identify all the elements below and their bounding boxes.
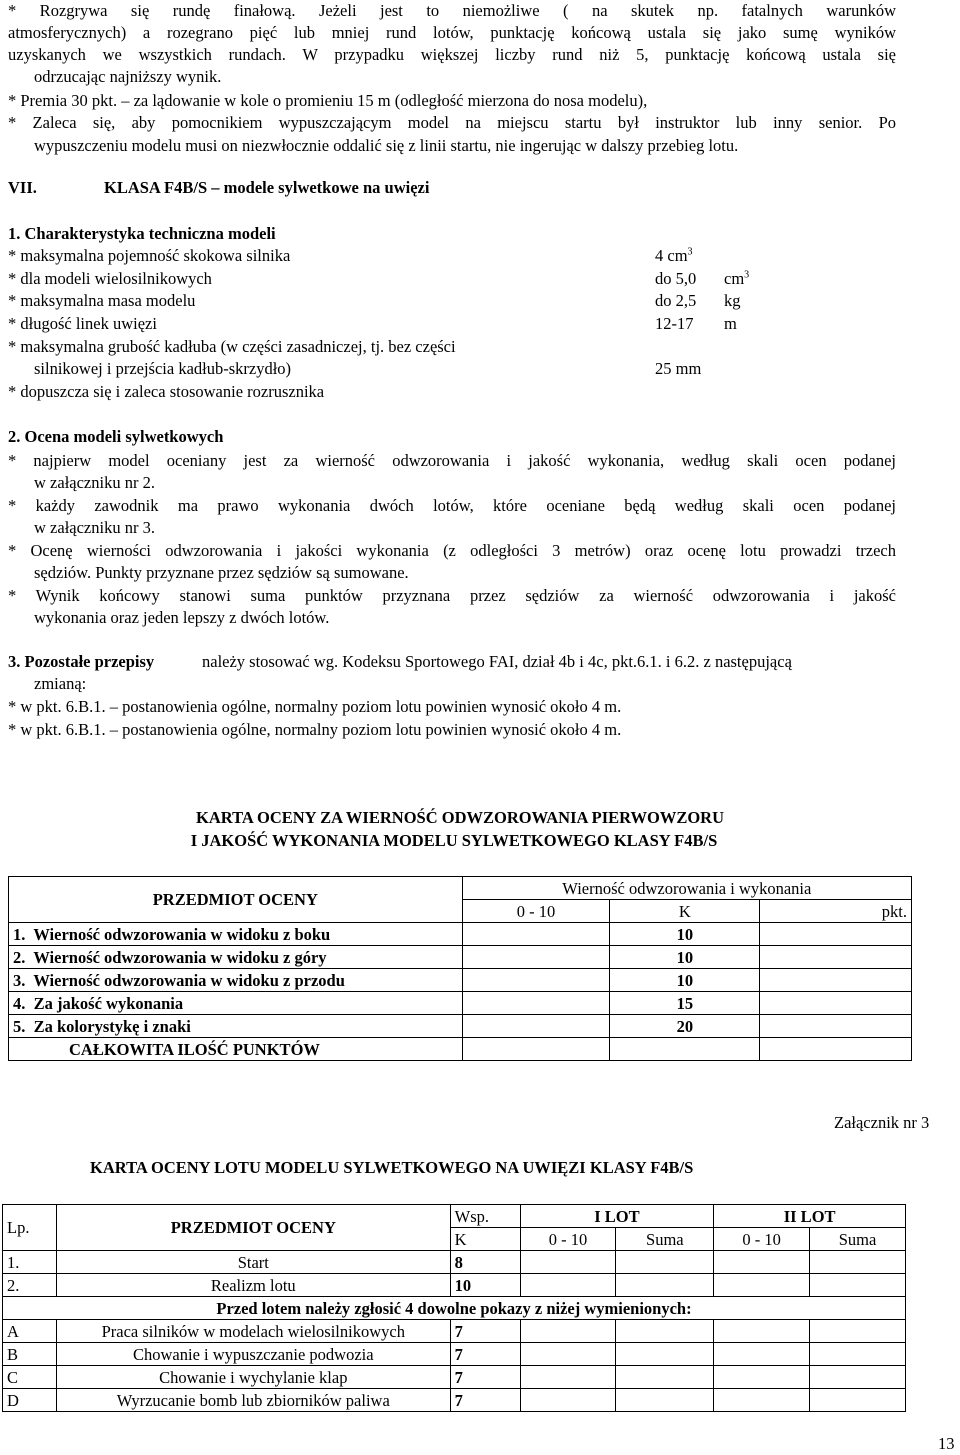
cell-score-lot1[interactable] (520, 1366, 616, 1389)
cell-score-lot1[interactable] (520, 1274, 616, 1297)
rules-item: * w pkt. 6.B.1. – postanowienia ogólne, normalny poziom lotu powinien wynosić około 4 m. (8, 720, 622, 739)
spec-unit: m (724, 314, 737, 333)
table-row (9, 1038, 912, 1061)
cell-k: 10 (610, 946, 760, 969)
cell-suma-lot2[interactable] (810, 1251, 906, 1274)
row-subject (9, 992, 463, 1015)
cell-score-lot2[interactable] (714, 1320, 810, 1343)
cell-score-lot2[interactable] (714, 1251, 810, 1274)
table-row (3, 1343, 906, 1366)
cell-score[interactable] (462, 1015, 610, 1038)
spec-sup: 3 (744, 269, 750, 281)
text-line: wykonania oraz jeden lepszy z dwóch lotów. (34, 608, 330, 627)
spec-label: * dla modeli wielosilnikowych (8, 269, 212, 288)
row-lp: A (3, 1320, 57, 1343)
row-label: Wierność odwzorowania w widoku z boku (33, 924, 331, 944)
card1-table (8, 876, 912, 1061)
row-num: 1. (13, 924, 26, 944)
row-k: 10 (450, 1274, 520, 1297)
spec-value-text: 4 cm (655, 246, 688, 265)
text-line: * Rozgrywa się rundę finałową. Jeżeli jest to niemożliwe ( na skutek np. fatalnych warunków (8, 1, 896, 20)
spec-label: * maksymalna masa modelu (8, 291, 196, 310)
table-row (9, 969, 912, 992)
spec-value: do 5,0 (655, 269, 697, 288)
row-lp: 1. (3, 1251, 57, 1274)
cell-suma-lot1[interactable] (616, 1366, 714, 1389)
attachment-label: Załącznik nr 3 (834, 1113, 930, 1132)
table-row (3, 1274, 906, 1297)
cell-score[interactable] (462, 992, 610, 1015)
card2-title: KARTA OCENY LOTU MODELU SYLWETKOWEGO NA UWIĘZI KLASY F4B/S (90, 1158, 694, 1177)
rules-text: zmianą: (34, 674, 87, 693)
header-scale-lot1: 0 - 10 (520, 1228, 616, 1251)
cell-pkt[interactable] (760, 923, 912, 946)
cell-k: 10 (610, 969, 760, 992)
cell-pkt[interactable] (760, 946, 912, 969)
text-line: * każdy zawodnik ma prawo wykonania dwóch lotów, które oceniane będą według skali ocen podanej (8, 496, 896, 515)
row-lp: B (3, 1343, 57, 1366)
table-row (9, 1015, 912, 1038)
rules-item: * w pkt. 6.B.1. – postanowienia ogólne, normalny poziom lotu powinien wynosić około 4 m. (8, 697, 622, 716)
text-line: odrzucając najniższy wynik. (34, 67, 222, 86)
table-row (3, 1251, 906, 1274)
cell-score-lot2[interactable] (714, 1274, 810, 1297)
note-row: Przed lotem należy zgłosić 4 dowolne pokazy z niżej wymienionych: (3, 1297, 906, 1320)
cell-suma-lot1[interactable] (616, 1274, 714, 1297)
text-line: * Premia 30 pkt. – za lądowanie w kole o promieniu 15 m (odległość mierzona do nosa modelu), (8, 91, 648, 110)
row-label: Za jakość wykonania (33, 993, 184, 1013)
text-line: sędziów. Punkty przyznane przez sędziów są sumowane. (34, 563, 409, 582)
row-k: 7 (450, 1366, 520, 1389)
page-number: 13 (938, 1434, 955, 1453)
cell-score-lot2[interactable] (714, 1343, 810, 1366)
card1-title-line2: I JAKOŚĆ WYKONANIA MODELU SYLWETKOWEGO KLASY F4B/S (190, 831, 718, 850)
total-label: CAŁKOWITA ILOŚĆ PUNKTÓW (9, 1038, 463, 1061)
section-number: VII. (8, 178, 37, 197)
subsection-heading: 2. Ocena modeli sylwetkowych (8, 427, 224, 446)
subsection-heading: 3. Pozostałe przepisy (8, 652, 155, 671)
spec-value: 12-17 (655, 314, 694, 333)
row-k: 8 (450, 1251, 520, 1274)
row-k: 7 (450, 1320, 520, 1343)
cell-score-lot2[interactable] (714, 1366, 810, 1389)
row-num: 4. (13, 993, 26, 1013)
row-subject: Chowanie i wypuszczanie podwozia (56, 1343, 450, 1366)
row-subject (9, 923, 463, 946)
row-k: 7 (450, 1389, 520, 1412)
cell-suma-lot2[interactable] (810, 1320, 906, 1343)
cell-score-lot2[interactable] (714, 1389, 810, 1412)
cell-suma-lot2[interactable] (810, 1274, 906, 1297)
row-subject (9, 1015, 463, 1038)
text-line: * najpierw model oceniany jest za wierność odwzorowania i jakość wykonania, według skali ocen podanej (8, 451, 896, 470)
row-label: Wierność odwzorowania w widoku z przodu (33, 970, 345, 990)
spec-value (655, 246, 693, 266)
header-subject: PRZEDMIOT OCENY (9, 877, 463, 923)
header-pkt: pkt. (760, 900, 912, 923)
cell-suma-lot2[interactable] (810, 1343, 906, 1366)
row-num: 5. (13, 1016, 26, 1036)
cell-suma-lot1[interactable] (616, 1251, 714, 1274)
cell-score[interactable] (462, 969, 610, 992)
row-subject: Wyrzucanie bomb lub zbiorników paliwa (56, 1389, 450, 1412)
cell-score-lot1[interactable] (520, 1389, 616, 1412)
text-line: w załączniku nr 3. (34, 518, 155, 537)
spec-label: silnikowej i przejścia kadłub-skrzydło) (34, 359, 292, 378)
row-subject: Realizm lotu (56, 1274, 450, 1297)
row-subject: Chowanie i wychylanie klap (56, 1366, 450, 1389)
header-k: K (450, 1228, 520, 1251)
rules-text: należy stosować wg. Kodeksu Sportowego FAI, dział 4b i 4c, pkt.6.1. i 6.2. z następującą (202, 652, 792, 671)
cell-pkt[interactable] (760, 1015, 912, 1038)
cell-score-lot1[interactable] (520, 1320, 616, 1343)
header-lot2: II LOT (714, 1205, 906, 1228)
header-suma-lot1: Suma (616, 1228, 714, 1251)
spec-label: * maksymalna pojemność skokowa silnika (8, 246, 291, 265)
text-line: * Ocenę wierności odwzorowania i jakości wykonania (z odległości 3 metrów) oraz ocenę lotu prowadzi trzech (8, 541, 896, 560)
text-line: w załączniku nr 2. (34, 473, 155, 492)
header-scale-lot2: 0 - 10 (714, 1228, 810, 1251)
spec-sup: 3 (687, 246, 693, 258)
spec-unit-text: cm (724, 269, 745, 288)
header-wsp: Wsp. (450, 1205, 520, 1228)
subsection-heading: 1. Charakterystyka techniczna modeli (8, 224, 276, 243)
cell-k: 15 (610, 992, 760, 1015)
row-num: 3. (13, 970, 26, 990)
cell-suma-lot2[interactable] (810, 1389, 906, 1412)
cell-total-score[interactable] (462, 1038, 610, 1061)
card2-table (2, 1204, 906, 1412)
row-lp: C (3, 1366, 57, 1389)
header-k: K (610, 900, 760, 923)
cell-suma-lot1[interactable] (616, 1320, 714, 1343)
header-scale: 0 - 10 (462, 900, 610, 923)
table-row (3, 1366, 906, 1389)
cell-k: 10 (610, 923, 760, 946)
header-suma-lot2: Suma (810, 1228, 906, 1251)
spec-label: * maksymalna grubość kadłuba (w części zasadniczej, tj. bez części (8, 337, 456, 356)
cell-total-k (610, 1038, 760, 1061)
row-subject (9, 969, 463, 992)
spec-unit (724, 269, 749, 289)
cell-score-lot1[interactable] (520, 1343, 616, 1366)
row-lp: D (3, 1389, 57, 1412)
header-subject: PRZEDMIOT OCENY (56, 1205, 450, 1251)
table-row (3, 1320, 906, 1343)
cell-score[interactable] (462, 923, 610, 946)
section-title: KLASA F4B/S – modele sylwetkowe na uwięzi (104, 178, 430, 197)
row-k: 7 (450, 1343, 520, 1366)
table-row (9, 923, 912, 946)
spec-label: * długość linek uwięzi (8, 314, 157, 333)
row-label: Wierność odwzorowania w widoku z góry (33, 947, 327, 967)
cell-score[interactable] (462, 946, 610, 969)
text-line: wypuszczeniu modelu musi on niezwłocznie oddalić się z linii startu, nie ingerując w dalszy przebieg lotu. (34, 136, 739, 155)
table-row (3, 1389, 906, 1412)
spec-label: * dopuszcza się i zaleca stosowanie rozrusznika (8, 382, 325, 401)
cell-score-lot1[interactable] (520, 1251, 616, 1274)
row-subject: Praca silników w modelach wielosilnikowych (56, 1320, 450, 1343)
row-label: Za kolorystykę i znaki (33, 1016, 191, 1036)
cell-suma-lot1[interactable] (616, 1343, 714, 1366)
table-row (9, 946, 912, 969)
spec-value: do 2,5 (655, 291, 697, 310)
text-line: atmosferycznych) a rozegrano pięć lub mniej rund lotów, punktację końcową ustala się jako sumę wyników (8, 23, 896, 42)
cell-total-pkt[interactable] (760, 1038, 912, 1061)
row-num: 2. (13, 947, 26, 967)
header-lot1: I LOT (520, 1205, 714, 1228)
text-line: * Wynik końcowy stanowi suma punktów przyznana przez sędziów za wierność odwzorowania i jakość (8, 586, 896, 605)
row-subject (9, 946, 463, 969)
header-group: Wierność odwzorowania i wykonania (462, 877, 911, 900)
row-subject: Start (56, 1251, 450, 1274)
cell-k: 20 (610, 1015, 760, 1038)
spec-value: 25 mm (655, 359, 702, 378)
text-line: uzyskanych we wszystkich rundach. W przypadku większej liczby rund niż 5, punktację końcową ustala się (8, 45, 896, 64)
text-line: * Zaleca się, aby pomocnikiem wypuszczającym model na miejscu startu był instruktor lub inny senior. Po (8, 113, 896, 132)
header-lp: Lp. (3, 1205, 57, 1251)
cell-suma-lot1[interactable] (616, 1389, 714, 1412)
spec-unit: kg (724, 291, 741, 310)
table-row (3, 1297, 906, 1320)
card1-title-line1: KARTA OCENY ZA WIERNOŚĆ ODWZOROWANIA PIERWOWZORU (196, 808, 724, 827)
cell-pkt[interactable] (760, 969, 912, 992)
cell-suma-lot2[interactable] (810, 1366, 906, 1389)
cell-pkt[interactable] (760, 992, 912, 1015)
table-row (9, 992, 912, 1015)
row-lp: 2. (3, 1274, 57, 1297)
